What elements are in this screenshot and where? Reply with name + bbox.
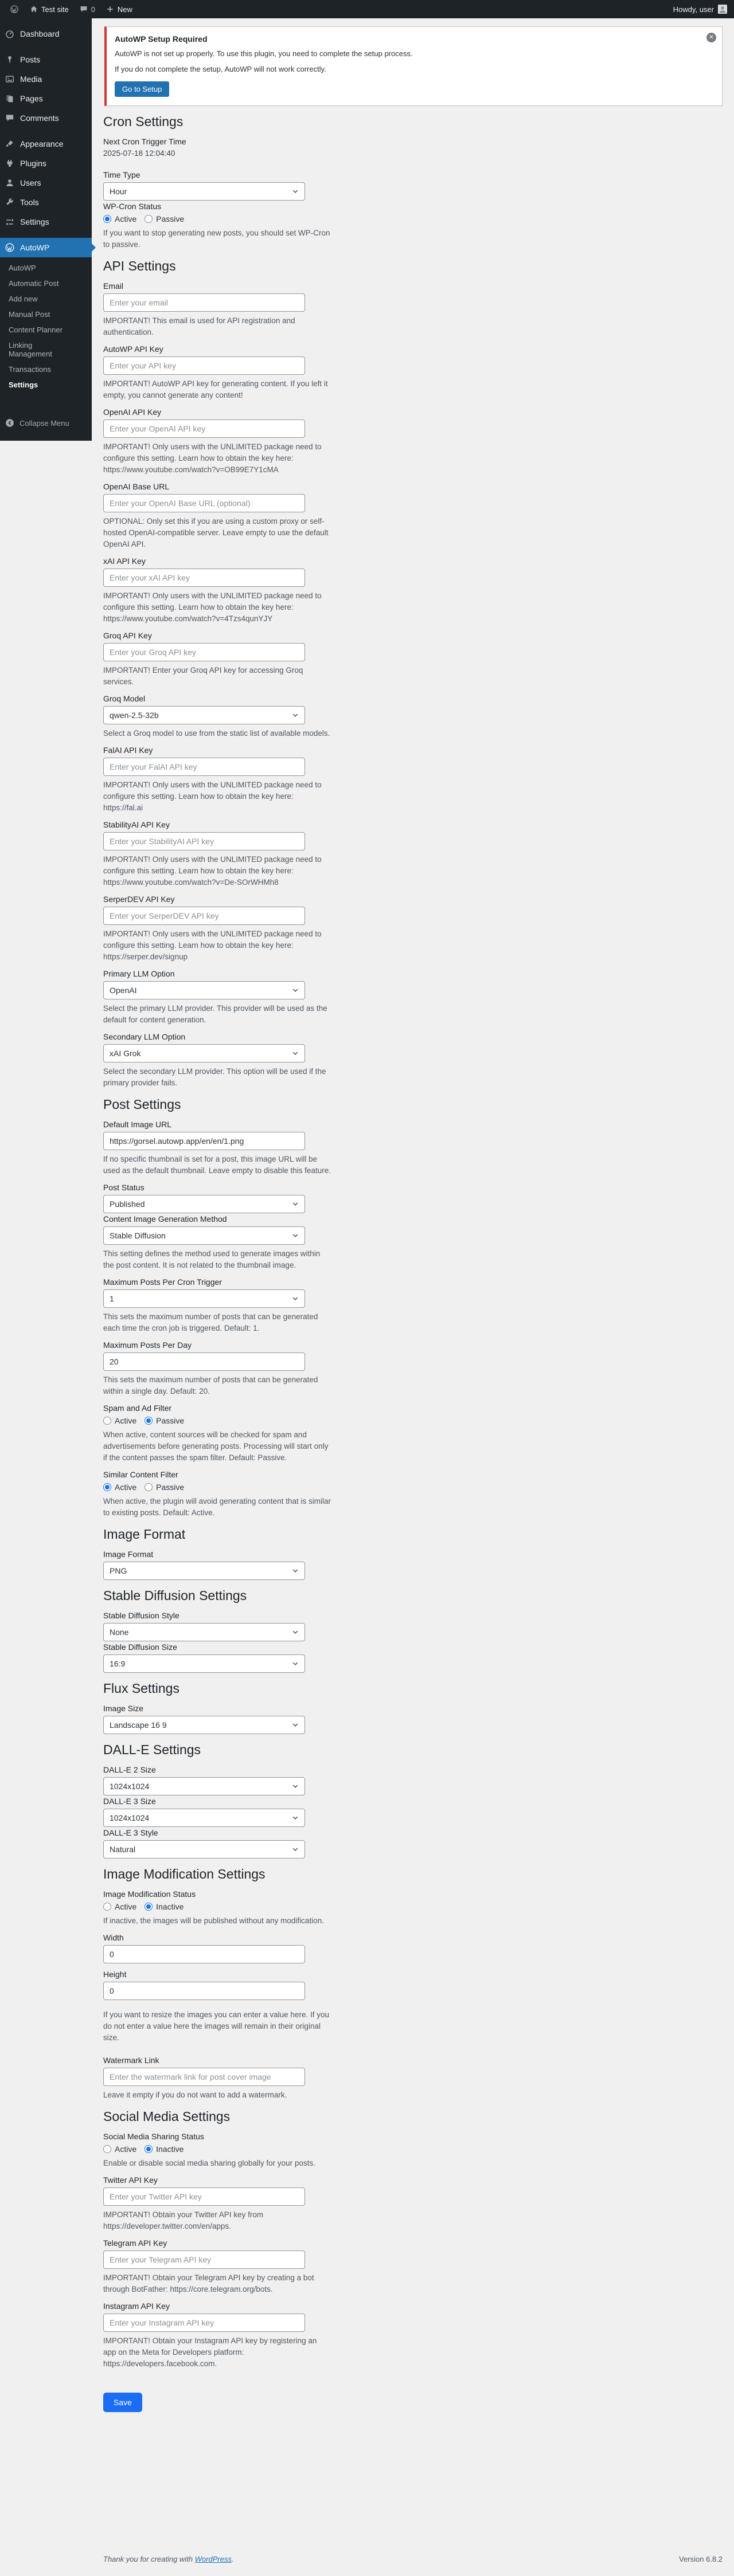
stable-diffusion-style-selected-value: None — [110, 1628, 129, 1637]
stabilityai-api-key-help: IMPORTANT! Only users with the UNLIMITED package need to configure this setting. Learn how to obtain the key here: https://www.youtube.com/watch?v=De-SOrWHMh8 — [103, 855, 322, 887]
footer — [103, 2555, 723, 2563]
chevron-down-icon — [292, 1567, 299, 1574]
sidebar-item-comments[interactable] — [0, 108, 92, 128]
openai-base-url-help: OPTIONAL: Only set this if you are using a custom proxy or self-hosted OpenAI-compatible server. Leave empty to use the default OpenAI API. — [103, 517, 329, 548]
image-modification-status-help: If inactive, the images will be published without any modification. — [103, 1916, 324, 1925]
serperdev-api-key-field — [103, 894, 723, 963]
sidebar-subitem-content-planner[interactable]: Content Planner — [9, 326, 63, 334]
section-heading-post-settings: Post Settings — [103, 1097, 181, 1112]
similar-content-filter-field — [103, 1469, 723, 1519]
maximum-posts-per-cron-trigger-help: This sets the maximum number of posts that can be generated each time the cron job is triggered. Default: 1. — [103, 1312, 318, 1332]
image-modification-status-label: Image Modification Status — [103, 1889, 196, 1899]
content-image-generation-method-select[interactable] — [103, 1226, 305, 1245]
sidebar-subitem-linking-management[interactable]: Linking Management — [9, 341, 52, 358]
watermark-link-input[interactable] — [103, 2068, 305, 2086]
primary-llm-option-select[interactable] — [103, 981, 305, 999]
next-cron-trigger-time-label: Next Cron Trigger Time — [103, 137, 186, 146]
groq-api-key-help: IMPORTANT! Enter your Groq API key for accessing Groq services. — [103, 666, 303, 686]
watermark-link-label: Watermark Link — [103, 2056, 159, 2065]
similar-content-filter-label: Similar Content Filter — [103, 1470, 178, 1479]
instagram-api-key-label: Instagram API Key — [103, 2301, 170, 2311]
twitter-api-key-label: Twitter API Key — [103, 2175, 158, 2185]
sidebar-item-label: Appearance — [20, 139, 64, 148]
home-icon — [29, 5, 38, 14]
dall-e-3-style-selected-value: Natural — [110, 1845, 136, 1854]
groq-api-key-label: Groq API Key — [103, 631, 152, 640]
maximum-posts-per-cron-trigger-label: Maximum Posts Per Cron Trigger — [103, 1277, 222, 1287]
sidebar-item-plugins[interactable] — [0, 154, 92, 173]
time-type-selected-value: Hour — [110, 187, 127, 196]
notice-text-1: AutoWP is not set up properly. To use this plugin, you need to complete the setup process. — [115, 49, 413, 58]
pages-icon — [5, 93, 15, 104]
sidebar-subitem-manual-post[interactable]: Manual Post — [9, 310, 50, 319]
chevron-down-icon — [292, 1295, 299, 1302]
xai-api-key-help: IMPORTANT! Only users with the UNLIMITED package need to configure this setting. Learn how to obtain the key here: https://www.youtube.com/watch?v=4Tzs4qunYJY — [103, 591, 322, 623]
chevron-down-icon — [292, 1629, 299, 1636]
email-help: IMPORTANT! This email is used for API registration and authentication. — [103, 316, 295, 336]
go-to-setup-button[interactable]: Go to Setup — [115, 81, 169, 97]
sidebar-submenu — [0, 257, 92, 398]
sidebar-item-label: Plugins — [20, 159, 46, 168]
image-size-label: Image Size — [103, 1704, 144, 1713]
openai-base-url-field — [103, 481, 723, 550]
primary-llm-option-field — [103, 969, 723, 1026]
chevron-down-icon — [292, 1814, 299, 1821]
radio-unchecked-icon — [103, 1417, 111, 1425]
sidebar-item-label: Tools — [20, 198, 39, 207]
wordpress-icon — [10, 5, 19, 14]
default-image-url-input[interactable] — [103, 1132, 305, 1150]
openai-base-url-input[interactable] — [103, 494, 305, 512]
email-label: Email — [103, 281, 124, 291]
section-heading-image-format: Image Format — [103, 1527, 186, 1542]
social-media-sharing-status-radio-label-inactive: Inactive — [156, 2144, 184, 2154]
email-field — [103, 281, 723, 338]
stable-diffusion-size-selected-value: 16:9 — [110, 1659, 126, 1668]
howdy-account-link[interactable]: Howdy, user — [673, 5, 714, 14]
spam-and-ad-filter-label: Spam and Ad Filter — [103, 1403, 172, 1413]
chevron-down-icon — [292, 188, 299, 195]
sidebar-item-posts[interactable] — [0, 50, 92, 69]
image-format-field — [103, 1549, 723, 1580]
secondary-llm-option-select[interactable] — [103, 1044, 305, 1062]
spam-and-ad-filter-help: When active, content sources will be checked for spam and advertisements before generating posts. Processing will start only if the content passes the spam filter. Default: Passive. — [103, 1430, 329, 1462]
wp-cron-status-field — [103, 201, 723, 250]
chevron-down-icon — [292, 1722, 299, 1728]
dall-e-2-size-selected-value: 1024x1024 — [110, 1782, 150, 1791]
notice-text-2: If you do not complete the setup, AutoWP will not work correctly. — [115, 65, 326, 73]
default-image-url-label: Default Image URL — [103, 1120, 172, 1129]
tools-icon — [5, 197, 15, 207]
sidebar-item-label: Settings — [20, 217, 49, 226]
image-size-select[interactable] — [103, 1716, 305, 1734]
falai-api-key-label: FalAI API Key — [103, 746, 153, 755]
sidebar-subitem-settings[interactable]: Settings — [9, 381, 38, 389]
secondary-llm-option-selected-value: xAI Grok — [110, 1049, 141, 1058]
openai-api-key-field — [103, 407, 723, 476]
height-input[interactable] — [103, 1982, 305, 2000]
dall-e-2-size-label: DALL-E 2 Size — [103, 1765, 156, 1774]
serperdev-api-key-help: IMPORTANT! Only users with the UNLIMITED package need to configure this setting. Learn how to obtain the key here: https://serper.dev/signup — [103, 930, 322, 961]
comment-bubble-icon — [79, 5, 88, 14]
maximum-posts-per-day-help: This sets the maximum number of posts that can be generated within a single day. Default: 20. — [103, 1375, 318, 1395]
radio-checked-icon — [145, 2145, 153, 2153]
section-heading-social-media-settings: Social Media Settings — [103, 2109, 231, 2124]
similar-content-filter-radio-group — [103, 1482, 723, 1492]
similar-content-filter-radio-label-passive: Passive — [156, 1483, 185, 1492]
comment-count: 0 — [91, 5, 95, 14]
radio-unchecked-icon — [103, 2145, 111, 2153]
sidebar-subitem-automatic-post[interactable]: Automatic Post — [9, 279, 59, 288]
openai-api-key-help: IMPORTANT! Only users with the UNLIMITED package need to configure this setting. Learn how to obtain the key here: https://www.youtube.com/watch?v=OB99E7Y1cMA — [103, 442, 322, 474]
social-media-sharing-status-radio-inactive[interactable] — [145, 2144, 184, 2154]
stable-diffusion-size-field — [103, 1642, 723, 1673]
groq-api-key-input[interactable] — [103, 643, 305, 661]
next-cron-trigger-time-value: 2025-07-18 12:04:40 — [103, 149, 175, 158]
plus-icon — [106, 5, 115, 14]
default-image-url-field — [103, 1119, 723, 1177]
collapse-icon — [5, 418, 15, 428]
notice-title: AutoWP Setup Required — [115, 34, 208, 44]
stable-diffusion-size-label: Stable Diffusion Size — [103, 1642, 177, 1652]
sidebar-item-label: Media — [20, 75, 42, 84]
image-modification-status-radio-active[interactable] — [103, 1902, 136, 1911]
sidebar-subitem-add-new[interactable]: Add new — [9, 295, 38, 303]
admin-bar-right — [673, 5, 734, 14]
instagram-api-key-field — [103, 2301, 723, 2370]
chevron-down-icon — [292, 712, 299, 719]
telegram-api-key-help: IMPORTANT! Obtain your Telegram API key by creating a bot through BotFather: https://core.telegram.org/bots. — [103, 2273, 314, 2293]
sidebar-item-label: Users — [20, 178, 41, 187]
wp-cron-status-radio-passive[interactable] — [145, 214, 184, 224]
falai-api-key-help: IMPORTANT! Only users with the UNLIMITED package need to configure this setting. Learn how to obtain the key here: https://fal.ai — [103, 781, 322, 812]
wp-cron-status-help: If you want to stop generating new posts, you should set WP-Cron to passive. — [103, 229, 330, 249]
groq-model-help: Select a Groq model to use from the static list of available models. — [103, 729, 330, 738]
chevron-down-icon — [292, 987, 299, 994]
spam-and-ad-filter-radio-passive[interactable] — [145, 1416, 184, 1425]
dall-e-3-style-field — [103, 1828, 723, 1859]
stabilityai-api-key-input[interactable] — [103, 832, 305, 850]
height-field — [103, 1969, 723, 2000]
instagram-api-key-help: IMPORTANT! Obtain your Instagram API key by registering an app on the Meta for Developers platform: https://developers.facebook.com. — [103, 2336, 317, 2368]
post-status-select[interactable] — [103, 1195, 305, 1213]
radio-unchecked-icon — [145, 1483, 153, 1491]
secondary-llm-option-label: Secondary LLM Option — [103, 1032, 186, 1041]
radio-checked-icon — [145, 1417, 153, 1425]
image-format-label: Image Format — [103, 1550, 154, 1559]
dall-e-3-style-label: DALL-E 3 Style — [103, 1828, 158, 1837]
sidebar-item-settings[interactable] — [0, 212, 92, 232]
sidebar-item-autowp[interactable] — [0, 238, 92, 257]
similar-content-filter-help: When active, the plugin will avoid generating content that is similar to existing posts. Default: Active. — [103, 1497, 331, 1517]
secondary-llm-option-field — [103, 1032, 723, 1089]
width-field — [103, 1932, 723, 1963]
radio-unchecked-icon — [103, 1903, 111, 1911]
autowp-icon — [5, 242, 15, 253]
image-modification-status-radio-group — [103, 1901, 723, 1912]
comments-icon — [5, 113, 15, 123]
spam-and-ad-filter-field — [103, 1403, 723, 1464]
sidebar-item-media[interactable] — [0, 69, 92, 89]
primary-llm-option-selected-value: OpenAI — [110, 986, 137, 995]
save-button[interactable]: Save — [103, 2393, 142, 2412]
maximum-posts-per-day-input[interactable] — [103, 1352, 305, 1371]
maximum-posts-per-day-label: Maximum Posts Per Day — [103, 1340, 192, 1350]
admin-bar-left — [0, 0, 138, 18]
social-media-sharing-status-radio-active[interactable] — [103, 2144, 136, 2154]
stable-diffusion-style-label: Stable Diffusion Style — [103, 1611, 179, 1620]
image-format-selected-value: PNG — [110, 1566, 127, 1575]
instagram-api-key-input[interactable] — [103, 2314, 305, 2332]
social-media-sharing-status-label: Social Media Sharing Status — [103, 2132, 204, 2141]
sidebar-item-label: Posts — [20, 55, 41, 64]
falai-api-key-field — [103, 745, 723, 814]
maximum-posts-per-cron-trigger-select[interactable] — [103, 1289, 305, 1308]
post-status-label: Post Status — [103, 1183, 145, 1192]
chevron-down-icon — [292, 1232, 299, 1239]
settings-icon — [5, 217, 15, 227]
radio-checked-icon — [145, 1903, 153, 1911]
sidebar-item-label: Comments — [20, 113, 59, 123]
radio-unchecked-icon — [145, 215, 153, 223]
autowp-api-key-field — [103, 344, 723, 401]
section-heading-flux-settings: Flux Settings — [103, 1681, 179, 1696]
similar-content-filter-radio-passive[interactable] — [145, 1483, 184, 1492]
wp-cron-status-radio-label-active: Active — [115, 214, 137, 224]
telegram-api-key-input[interactable] — [103, 2250, 305, 2269]
image-format-select[interactable] — [103, 1562, 305, 1580]
dall-e-3-size-label: DALL-E 3 Size — [103, 1797, 156, 1806]
maximum-posts-per-cron-trigger-field — [103, 1277, 723, 1334]
stable-diffusion-size-select[interactable] — [103, 1654, 305, 1673]
post-status-selected-value: Published — [110, 1199, 145, 1209]
avatar[interactable] — [718, 5, 727, 14]
telegram-api-key-field — [103, 2238, 723, 2295]
social-media-sharing-status-radio-label-active: Active — [115, 2144, 137, 2154]
sidebar-item-pages[interactable] — [0, 89, 92, 108]
falai-api-key-input[interactable] — [103, 758, 305, 776]
main-content — [92, 0, 734, 2412]
time-type-select[interactable] — [103, 182, 305, 201]
openai-base-url-label: OpenAI Base URL — [103, 482, 170, 491]
dashboard-icon — [5, 29, 15, 39]
wp-cron-status-label: WP-Cron Status — [103, 202, 162, 211]
site-name-link[interactable] — [24, 0, 74, 18]
watermark-link-field — [103, 2055, 723, 2101]
width-label: Width — [103, 1933, 124, 1942]
dall-e-2-size-field — [103, 1765, 723, 1795]
content-image-generation-method-selected-value: Stable Diffusion — [110, 1231, 166, 1240]
autowp-api-key-help: IMPORTANT! AutoWP API key for generating content. If you left it empty, you cannot generate any content! — [103, 379, 328, 399]
section-heading-api-settings: API Settings — [103, 258, 176, 273]
content-image-generation-method-label: Content Image Generation Method — [103, 1214, 227, 1224]
admin-bar — [0, 0, 734, 18]
similar-content-filter-radio-active[interactable] — [103, 1483, 136, 1492]
autowp-api-key-label: AutoWP API Key — [103, 344, 163, 354]
image-modification-status-radio-label-inactive: Inactive — [156, 1902, 184, 1911]
next-cron-trigger-time-field — [103, 136, 723, 158]
time-type-field — [103, 170, 723, 201]
setup-notice — [104, 26, 723, 106]
stabilityai-api-key-field — [103, 820, 723, 888]
site-name-label: Test site — [41, 5, 69, 14]
image-modification-status-radio-inactive[interactable] — [145, 1902, 184, 1911]
groq-model-field — [103, 693, 723, 739]
autowp-api-key-input[interactable] — [103, 356, 305, 375]
chevron-down-icon — [292, 1050, 299, 1057]
secondary-llm-option-help: Select the secondary LLM provider. This option will be used if the primary provider fails. — [103, 1067, 326, 1087]
openai-api-key-input[interactable] — [103, 419, 305, 438]
groq-api-key-field — [103, 630, 723, 688]
new-content-label: New — [117, 5, 132, 14]
chevron-down-icon — [292, 1846, 299, 1853]
spam-and-ad-filter-radio-active[interactable] — [103, 1416, 136, 1425]
dall-e-3-size-select[interactable] — [103, 1809, 305, 1827]
dall-e-3-size-field — [103, 1796, 723, 1827]
sidebar-subitem-autowp[interactable]: AutoWP — [9, 264, 36, 272]
collapse-menu-button[interactable] — [0, 413, 92, 433]
stabilityai-api-key-label: StabilityAI API Key — [103, 820, 170, 829]
spam-and-ad-filter-radio-group — [103, 1416, 723, 1426]
dall-e-2-size-select[interactable] — [103, 1777, 305, 1795]
wordpress-logo-menu[interactable] — [5, 0, 24, 18]
chevron-down-icon — [292, 1660, 299, 1667]
social-media-sharing-status-help: Enable or disable social media sharing globally for your posts. — [103, 2159, 315, 2167]
image-modification-status-radio-label-active: Active — [115, 1902, 137, 1911]
collapse-menu-label: Collapse Menu — [19, 418, 69, 428]
sidebar-item-users[interactable] — [0, 173, 92, 193]
chevron-down-icon — [292, 1783, 299, 1790]
twitter-api-key-help: IMPORTANT! Obtain your Twitter API key from https://developer.twitter.com/en/apps. — [103, 2210, 264, 2230]
media-icon — [5, 74, 15, 84]
dismiss-notice-icon[interactable]: ✕ — [706, 33, 716, 42]
spam-and-ad-filter-radio-label-active: Active — [115, 1416, 137, 1425]
chevron-down-icon — [292, 1201, 299, 1207]
appearance-icon — [5, 139, 15, 149]
telegram-api-key-label: Telegram API Key — [103, 2238, 167, 2248]
section-heading-stable-diffusion-settings: Stable Diffusion Settings — [103, 1588, 247, 1603]
spam-and-ad-filter-radio-label-passive: Passive — [156, 1416, 185, 1425]
twitter-api-key-field — [103, 2175, 723, 2232]
height-label: Height — [103, 1970, 127, 1979]
sidebar-item-tools[interactable] — [0, 193, 92, 212]
image-size-selected-value: Landscape 16 9 — [110, 1720, 167, 1730]
social-media-sharing-status-field — [103, 2131, 723, 2169]
new-content-link[interactable] — [100, 0, 138, 18]
wp-cron-status-radio-active[interactable] — [103, 214, 136, 224]
xai-api-key-input[interactable] — [103, 568, 305, 587]
wordpress-link[interactable]: WordPress — [194, 2555, 232, 2563]
settings-form — [103, 114, 723, 2370]
content-image-generation-method-help: This setting defines the method used to generate images within the post content. It is not related to the thumbnail image. — [103, 1249, 321, 1269]
social-media-sharing-status-radio-group — [103, 2144, 723, 2154]
plugins-icon — [5, 158, 15, 168]
resize-note: If you want to resize the images you can enter a value here. If you do not enter a value here the images will remain in their original size. — [103, 2010, 329, 2042]
serperdev-api-key-input[interactable] — [103, 907, 305, 925]
primary-llm-option-label: Primary LLM Option — [103, 969, 175, 978]
sidebar-item-label: Dashboard — [20, 29, 60, 38]
radio-checked-icon — [103, 1483, 111, 1491]
groq-model-label: Groq Model — [103, 694, 146, 703]
similar-content-filter-radio-label-active: Active — [115, 1483, 137, 1492]
email-input[interactable] — [103, 293, 305, 312]
content-image-generation-method-field — [103, 1214, 723, 1271]
groq-model-selected-value: qwen-2.5-32b — [110, 711, 159, 720]
primary-llm-option-help: Select the primary LLM provider. This provider will be used as the default for content generation. — [103, 1004, 327, 1024]
dall-e-3-size-selected-value: 1024x1024 — [110, 1813, 150, 1822]
twitter-api-key-input[interactable] — [103, 2187, 305, 2206]
posts-icon — [5, 54, 15, 65]
maximum-posts-per-day-field — [103, 1340, 723, 1397]
footer-version: Version 6.8.2 — [679, 2555, 723, 2563]
serperdev-api-key-label: SerperDEV API Key — [103, 895, 175, 904]
default-image-url-help: If no specific thumbnail is set for a post, this image URL will be used as the default thumbnail. Leave empty to disable this feature. — [103, 1155, 331, 1175]
image-modification-status-field — [103, 1889, 723, 1927]
footer-thanks: Thank you for creating with WordPress. — [103, 2555, 234, 2563]
section-heading-cron-settings: Cron Settings — [103, 114, 184, 129]
sidebar-item-appearance[interactable] — [0, 134, 92, 154]
stable-diffusion-style-field — [103, 1610, 723, 1641]
image-size-field — [103, 1703, 723, 1734]
openai-api-key-label: OpenAI API Key — [103, 407, 162, 417]
sidebar-item-dashboard[interactable] — [0, 24, 92, 44]
sidebar-subitem-transactions[interactable]: Transactions — [9, 365, 51, 374]
width-input[interactable] — [103, 1945, 305, 1963]
stable-diffusion-style-select[interactable] — [103, 1623, 305, 1641]
section-heading-dall-e-settings: DALL-E Settings — [103, 1742, 201, 1757]
admin-sidebar — [0, 18, 92, 441]
maximum-posts-per-cron-trigger-selected-value: 1 — [110, 1294, 114, 1303]
wp-cron-status-radio-label-passive: Passive — [156, 214, 185, 224]
comments-link[interactable] — [74, 0, 100, 18]
users-icon — [5, 178, 15, 188]
groq-model-select[interactable] — [103, 706, 305, 724]
dall-e-3-style-select[interactable] — [103, 1840, 305, 1859]
time-type-label: Time Type — [103, 170, 140, 179]
watermark-link-help: Leave it empty if you do not want to add a watermark. — [103, 2091, 287, 2099]
section-heading-image-modification-settings: Image Modification Settings — [103, 1867, 266, 1881]
sidebar-item-label: Pages — [20, 94, 43, 103]
xai-api-key-field — [103, 556, 723, 625]
xai-api-key-label: xAI API Key — [103, 556, 146, 566]
radio-checked-icon — [103, 215, 111, 223]
wp-cron-status-radio-group — [103, 214, 723, 224]
sidebar-item-label: AutoWP — [20, 243, 50, 252]
post-status-field — [103, 1182, 723, 1213]
